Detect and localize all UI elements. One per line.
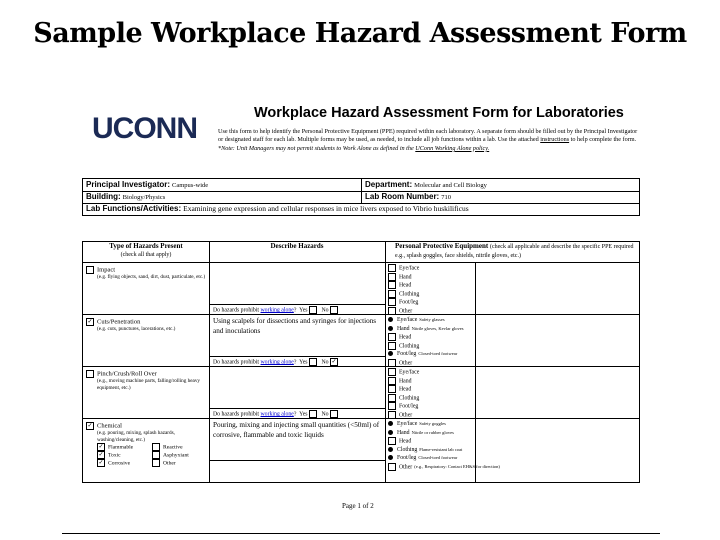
ppe-label: Head	[399, 386, 412, 393]
ppe-row[interactable]	[388, 429, 476, 438]
ppe-row[interactable]	[388, 359, 476, 368]
prohibit-pinch	[213, 410, 341, 418]
ppe-checkbox[interactable]	[388, 290, 396, 298]
ppe-value: Nitrile gloves, Kevlar gloves	[411, 325, 464, 331]
hazard-pinch	[86, 370, 206, 391]
ppe-checkbox[interactable]	[388, 333, 396, 341]
grid-h-p3	[209, 408, 385, 409]
hazard-impact	[86, 266, 206, 281]
ppe-checkbox[interactable]	[388, 264, 396, 272]
col-header-describe	[209, 242, 385, 262]
prohibit-text: Do hazards prohibit	[213, 359, 260, 366]
no-checkbox[interactable]	[330, 410, 338, 418]
intro-text-2: to help complete the form.	[570, 136, 637, 144]
building-value: Biology/Physics	[122, 194, 166, 201]
working-alone-link[interactable]: working alone	[260, 307, 294, 314]
ppe-label: Head	[399, 282, 412, 289]
grid-h-2	[83, 366, 639, 367]
subtype-checkbox[interactable]: ✓	[98, 452, 104, 459]
ppe-label: Hand	[397, 429, 410, 436]
no-label: No	[321, 411, 329, 418]
ppe-checked-dot[interactable]	[388, 326, 393, 331]
yes-label: Yes	[299, 411, 308, 418]
ppe-row[interactable]	[388, 307, 476, 316]
ppe-checked-dot[interactable]	[388, 421, 393, 426]
ppe-checkbox[interactable]	[388, 359, 396, 367]
ppe-row[interactable]	[388, 368, 476, 377]
ppe-label: Foot/leg	[399, 403, 419, 410]
prohibit-q: ?	[293, 307, 297, 314]
yes-checkbox[interactable]	[309, 358, 317, 366]
ppe-row[interactable]	[388, 402, 476, 411]
ppe-row[interactable]	[388, 264, 476, 273]
ppe-label: Other	[399, 411, 413, 418]
hazard-name: Cuts/Penetration	[97, 318, 141, 326]
ppe-checked-dot[interactable]	[388, 351, 393, 356]
ppe-value: Flame-resistant lab coat	[419, 446, 463, 452]
hazard-examples: (e.g. flying objects, sand, dirt, dust, particulate, etc.)	[97, 274, 206, 281]
yes-checkbox[interactable]	[309, 410, 317, 418]
hazard-cuts	[86, 318, 206, 333]
col3-title: Personal Protective Equipment	[395, 242, 489, 250]
ppe-label: Clothing	[399, 290, 420, 297]
ppe-label: Other	[399, 307, 413, 314]
no-label: No	[321, 359, 329, 366]
hazard-name: Impact	[97, 266, 116, 274]
subtype-checkbox[interactable]: ✓	[98, 444, 104, 451]
describe-chemical[interactable]: Pouring, mixing and injecting small quantities (<50ml) of corrosive, flammable and toxic liquids	[213, 421, 380, 439]
col-header-hazard-type	[83, 242, 209, 262]
ppe-checkbox[interactable]	[388, 402, 396, 410]
functions-row	[83, 203, 639, 215]
ppe-label: Hand	[399, 273, 412, 280]
ppe-checked-dot[interactable]	[388, 455, 393, 460]
functions-label: Lab Functions/Activities:	[86, 204, 182, 213]
subtype-label: Flammable	[108, 444, 134, 451]
ppe-checked-dot[interactable]	[388, 447, 393, 452]
grid-h-p2	[209, 356, 385, 357]
ppe-row[interactable]	[388, 342, 476, 351]
ppe-row[interactable]	[388, 316, 476, 325]
ppe-checkbox[interactable]	[388, 281, 396, 289]
ppe-label: Foot/leg	[399, 299, 419, 306]
ppe-checkbox[interactable]	[388, 307, 396, 315]
ppe-row[interactable]	[388, 437, 476, 446]
building-label: Building:	[86, 192, 121, 201]
header-divider	[361, 179, 362, 203]
ppe-checkbox[interactable]	[388, 411, 396, 419]
ppe-row[interactable]	[388, 446, 476, 455]
ppe-label: Clothing	[399, 394, 420, 401]
grid-h-p4	[209, 460, 385, 461]
ppe-checkbox[interactable]	[388, 385, 396, 393]
ppe-row[interactable]	[388, 377, 476, 386]
ppe-row[interactable]	[388, 385, 476, 394]
room-value: 710	[441, 194, 451, 201]
subtype-checkbox[interactable]	[152, 459, 160, 467]
grid-h-1	[83, 314, 639, 315]
grid-h-header	[83, 262, 639, 263]
ppe-row[interactable]	[388, 333, 476, 342]
hazard-examples: (e.g. pouring, mixing, splash hazards, washing/cleaning, etc.)	[97, 430, 175, 443]
intro-text-1: Use this form to help identify the Personal Protective Equipment (PPE) required within each laboratory. A separate form should be filled out by the Principal Investigator or designated staff for each lab. Multiple forms may be used, as needed, to include all job functions within a lab. Use the attached	[218, 128, 638, 144]
subtype-checkbox[interactable]	[152, 451, 160, 459]
ppe-row[interactable]	[388, 325, 476, 334]
grid-h-3	[83, 418, 639, 419]
uconn-logo: UCONN	[92, 112, 197, 145]
subtype-label: Reactive	[163, 444, 183, 451]
no-checkbox[interactable]: ✓	[331, 359, 337, 365]
ppe-label: Eye/face	[397, 421, 418, 427]
ppe-row[interactable]	[388, 454, 476, 463]
hazard-name: Pinch/Crush/Roll Over	[97, 370, 157, 378]
cuts-checkbox[interactable]: ✓	[87, 319, 93, 325]
ppe-checkbox[interactable]	[388, 298, 396, 306]
subtype-label: Toxic	[108, 452, 121, 459]
col2-title: Describe Hazards	[270, 242, 324, 250]
ppe-value: (e.g., Respiratory: Contact EH&S for direction)	[414, 463, 500, 469]
ppe-label: Head	[399, 438, 412, 445]
col1-title: Type of Hazards Present	[109, 242, 183, 250]
bottom-rule	[62, 533, 660, 534]
grid-v2	[385, 242, 386, 482]
ppe-checkbox[interactable]	[388, 368, 396, 376]
hazard-examples: (e.g. cuts, punctures, lacerations, etc.)	[97, 326, 176, 333]
ppe-row[interactable]	[388, 298, 476, 307]
working-alone-policy-link[interactable]: UConn Working Alone policy.	[415, 144, 490, 152]
ppe-checkbox[interactable]	[388, 273, 396, 281]
ppe-checkbox[interactable]	[388, 342, 396, 350]
dept-value: Molecular and Cell Biology	[414, 182, 487, 189]
prohibit-impact	[213, 306, 341, 314]
pinch-checkbox[interactable]	[86, 370, 94, 378]
form-document	[82, 100, 640, 515]
ppe-row[interactable]	[388, 290, 476, 299]
ppe-row[interactable]	[388, 273, 476, 282]
slide-title: Sample Workplace Hazard Assessment Form	[33, 18, 687, 49]
grid-v1	[209, 242, 210, 482]
impact-checkbox[interactable]	[86, 266, 94, 274]
describe-cuts[interactable]: Using scalpels for dissections and syringes for injections and inoculations	[213, 317, 377, 335]
instructions-link[interactable]: instructions	[540, 136, 570, 144]
ppe-label: Foot/leg	[397, 455, 417, 461]
prohibit-text: Do hazards prohibit	[213, 411, 260, 418]
ppe-checkbox[interactable]	[388, 437, 396, 445]
prohibit-text: Do hazards prohibit	[213, 307, 260, 314]
form-title: Workplace Hazard Assessment Form for Laboratories	[254, 105, 624, 121]
hazard-name: Chemical	[97, 422, 122, 430]
ppe-value: Nitrile or rubber gloves	[411, 429, 454, 435]
ppe-label: Eye/face	[399, 265, 420, 272]
ppe-label: Other	[399, 359, 413, 366]
ppe-checkbox[interactable]	[388, 394, 396, 402]
chemical-checkbox[interactable]: ✓	[87, 423, 93, 429]
ppe-value: Safety goggles	[419, 421, 446, 426]
ppe-label: Clothing	[399, 342, 420, 349]
prohibit-cuts	[213, 358, 341, 366]
form-intro	[218, 128, 638, 153]
col-header-ppe	[387, 242, 639, 262]
room-label: Lab Room Number:	[365, 192, 440, 201]
hazard-table	[82, 241, 640, 483]
working-alone-link[interactable]: working alone	[260, 359, 294, 366]
prohibit-q: ?	[293, 411, 297, 418]
header-info-box	[82, 178, 640, 216]
ppe-label: Head	[399, 334, 412, 341]
yes-label: Yes	[299, 359, 308, 366]
chemical-subtypes	[97, 443, 207, 467]
no-label: No	[321, 307, 329, 314]
ppe-value: Safety glasses	[419, 317, 445, 322]
pi-label: Principal Investigator:	[86, 180, 171, 189]
subtype-checkbox[interactable]: ✓	[98, 460, 104, 467]
ppe-label: Hand	[397, 325, 410, 332]
ppe-checked-dot[interactable]	[388, 430, 393, 435]
pi-value: Campus-wide	[172, 182, 209, 189]
ppe-label: Eye/face	[399, 369, 420, 376]
subtype-label: Asphyxiant	[163, 452, 189, 459]
ppe-label: Foot/leg	[397, 351, 417, 357]
no-checkbox[interactable]	[330, 306, 338, 314]
ppe-row[interactable]	[388, 420, 476, 429]
ppe-value: Closed-toed footwear	[418, 455, 458, 460]
functions-field[interactable]	[86, 203, 469, 215]
ppe-row[interactable]	[388, 350, 476, 359]
col3-sub: (check all applicable and describe the specific PPE required e.g., splash goggles, face shields, nitrile gloves, etc.)	[395, 244, 634, 259]
subtype-label: Corrosive	[108, 460, 131, 467]
col1-sub: (check all that apply)	[120, 252, 172, 258]
ppe-checked-dot[interactable]	[388, 317, 393, 322]
yes-label: Yes	[299, 307, 308, 314]
subtype-checkbox[interactable]	[152, 443, 160, 451]
page-number: Page 1 of 2	[342, 502, 374, 510]
subtype-corrosive[interactable]	[97, 459, 130, 468]
working-alone-link[interactable]: working alone	[260, 411, 294, 418]
ppe-row[interactable]	[388, 281, 476, 290]
hazard-examples: (e.g., moving machine parts, falling/rolling heavy equipment, etc.)	[97, 378, 201, 391]
ppe-checkbox[interactable]	[388, 377, 396, 385]
ppe-row[interactable]	[388, 463, 500, 472]
yes-checkbox[interactable]	[309, 306, 317, 314]
intro-note: *Note: Unit Managers may not permit students to Work Alone as defined in the	[218, 144, 414, 152]
ppe-checkbox[interactable]	[388, 463, 396, 471]
subtype-other[interactable]	[152, 459, 176, 468]
ppe-row[interactable]	[388, 411, 476, 420]
prohibit-q: ?	[293, 359, 297, 366]
subtype-label: Other	[163, 460, 176, 467]
hazard-chemical	[86, 422, 208, 467]
ppe-label: Clothing	[397, 446, 418, 453]
dept-label: Department:	[365, 180, 413, 189]
ppe-value: Closed-toed footwear	[418, 351, 458, 356]
ppe-row[interactable]	[388, 394, 476, 403]
ppe-label: Hand	[399, 377, 412, 384]
ppe-label: Eye/face	[397, 317, 418, 323]
grid-h-p1	[209, 304, 385, 305]
functions-value: Examining gene expression and cellular responses in mice livers exposed to Vibrio huskilificus	[183, 204, 469, 213]
ppe-label: Other	[399, 463, 413, 470]
